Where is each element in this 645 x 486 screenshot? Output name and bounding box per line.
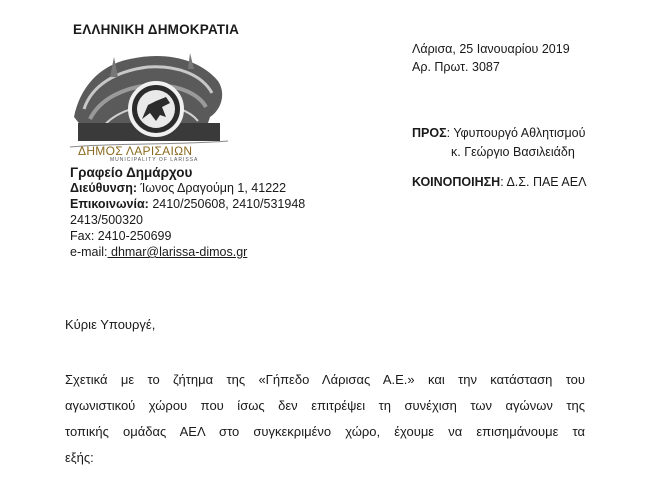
recipient-line: [412, 126, 585, 140]
body-line: Σχετικά με το ζήτημα της «Γήπεδο Λάρισας Α.Ε.» και την κατάσταση του: [65, 372, 585, 387]
salutation: Κύριε Υπουργέ,: [65, 317, 156, 332]
address-label: Διεύθυνση:: [70, 181, 137, 195]
body-line: τοπικής ομάδας ΑΕΛ στο συγκεκριμένο χώρο, έχουμε να επισημάνουμε τα: [65, 424, 585, 439]
municipality-logo-text: ΔΗΜΟΣ ΛΑΡΙΣΑΙΩΝ: [78, 144, 193, 158]
body-line: εξής:: [65, 450, 94, 465]
contact-line: [70, 197, 305, 211]
address-line: [70, 181, 286, 195]
municipality-emblem: [70, 47, 228, 149]
recipient-name: κ. Γεώργιο Βασιλειάδη: [451, 145, 575, 159]
body-paragraph: [65, 367, 585, 471]
body-line: αγωνιστικού χώρου που ίσως δεν επιτρέψει τη συνέχιση των αγώνων της: [65, 398, 585, 413]
cc-line: [412, 175, 586, 189]
contact-line-2: 2413/500320: [70, 213, 143, 227]
office-title: Γραφείο Δημάρχου: [70, 165, 193, 180]
municipality-logo-text-en: MUNICIPALITY OF LARISSA: [110, 157, 199, 163]
fax-line: Fax: 2410-250699: [70, 229, 172, 243]
email-line: [70, 245, 247, 259]
address-value: Ίωνος Δραγούμη 1, 41222: [140, 181, 287, 195]
government-title: ΕΛΛΗΝΙΚΗ ΔΗΜΟΚΡΑΤΙΑ: [73, 22, 240, 37]
contact-label: Επικοινωνία:: [70, 197, 149, 211]
document-date: Λάρισα, 25 Ιανουαρίου 2019: [412, 42, 570, 56]
recipient-value: : Υφυπουργό Αθλητισμού: [446, 126, 586, 140]
email-link[interactable]: dhmar@larissa-dimos.gr: [107, 245, 248, 259]
recipient-label: ΠΡΟΣ: [412, 126, 447, 140]
cc-label: ΚΟΙΝΟΠΟΙΗΣΗ: [412, 175, 501, 189]
protocol-number: Αρ. Πρωτ. 3087: [412, 60, 500, 74]
email-label: e-mail:: [70, 245, 108, 259]
cc-value: : Δ.Σ. ΠΑΕ ΑΕΛ: [500, 175, 587, 189]
contact-value: 2410/250608, 2410/531948: [152, 197, 306, 211]
